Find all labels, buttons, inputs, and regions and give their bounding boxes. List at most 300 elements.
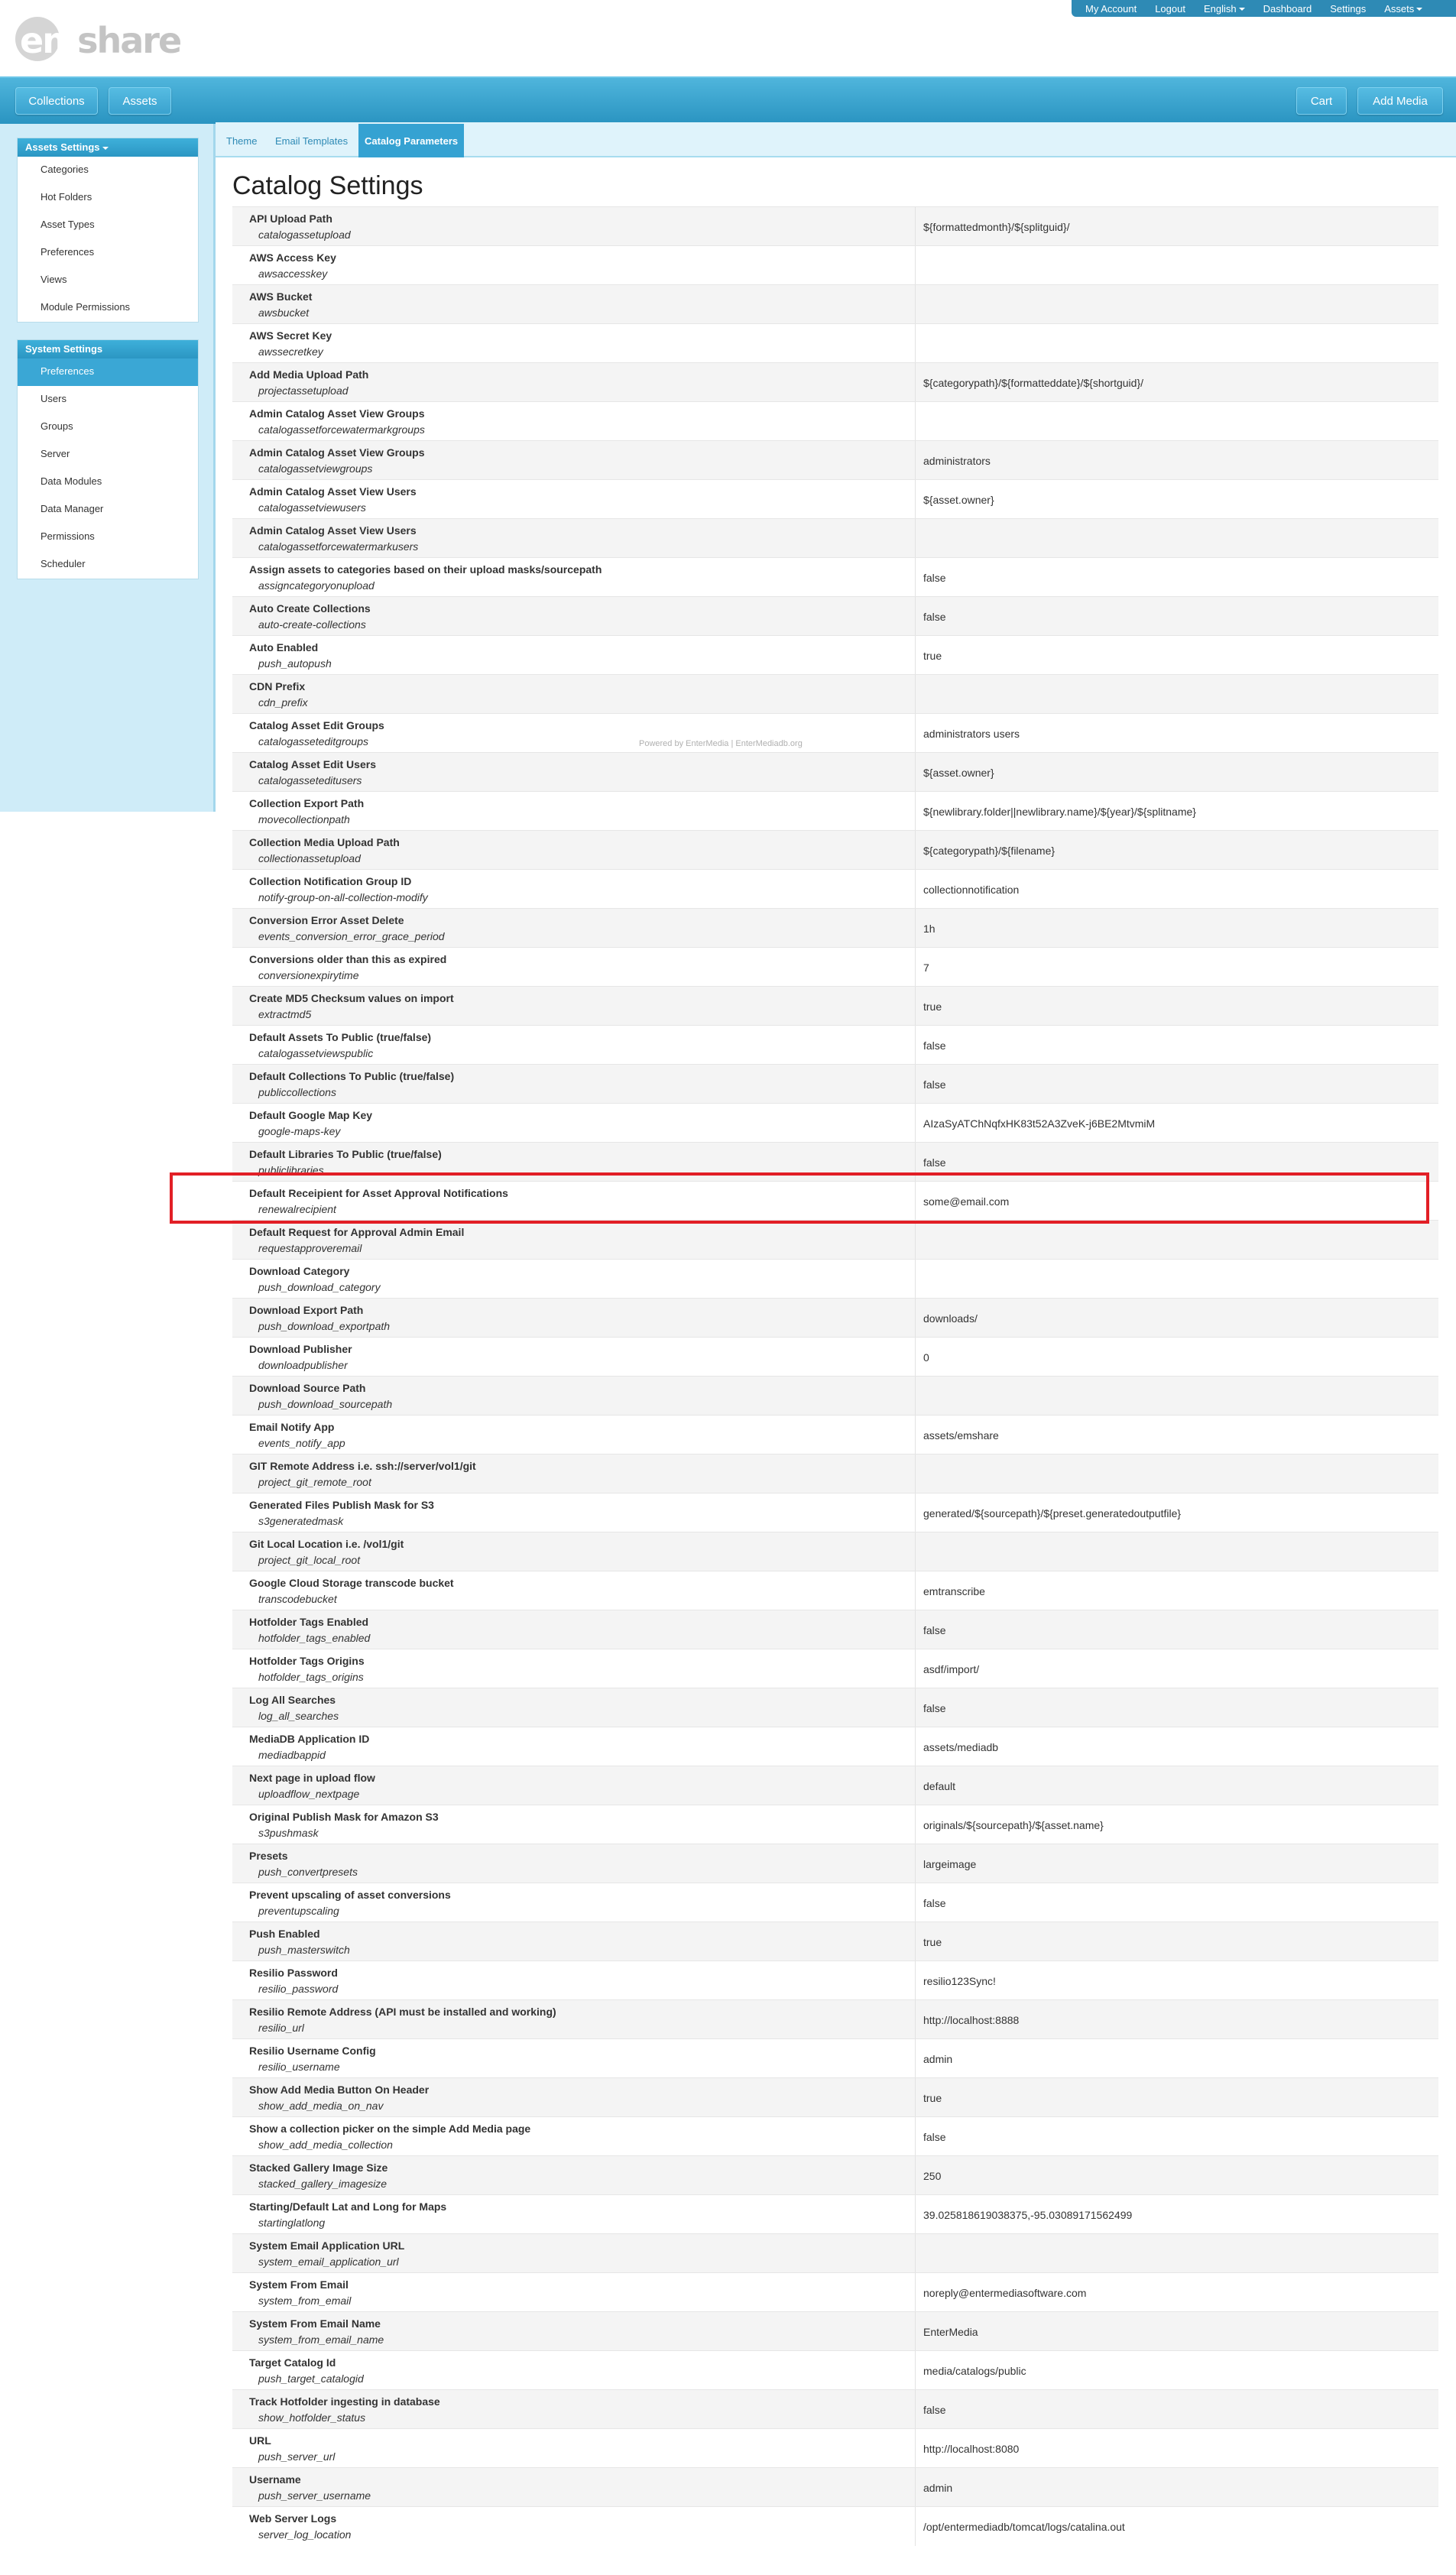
column-divider xyxy=(915,1221,916,1260)
setting-label: Track Hotfolder ingesting in database xyxy=(249,2395,440,2408)
column-divider xyxy=(915,441,916,480)
setting-label: System From Email xyxy=(249,2278,349,2291)
setting-value[interactable]: 250 xyxy=(923,2169,942,2182)
tab-catalog-parameters[interactable]: Catalog Parameters xyxy=(358,124,464,157)
setting-key: project_git_local_root xyxy=(258,1554,361,1566)
setting-row[interactable] xyxy=(232,1999,1438,2038)
powered-by-text: Powered by EnterMedia | EnterMediadb.org xyxy=(639,739,803,748)
setting-row[interactable] xyxy=(232,908,1438,947)
setting-row[interactable] xyxy=(232,284,1438,323)
setting-row[interactable] xyxy=(232,1064,1438,1103)
setting-value[interactable]: 0 xyxy=(923,1351,929,1364)
setting-label: Git Local Location i.e. /vol1/git xyxy=(249,1538,404,1550)
setting-label: Hotfolder Tags Enabled xyxy=(249,1616,369,1628)
setting-key: collectionassetupload xyxy=(258,852,361,864)
column-divider xyxy=(915,636,916,675)
setting-label: Presets xyxy=(249,1850,288,1862)
setting-key: push_download_sourcepath xyxy=(258,1398,393,1410)
setting-label: Default Libraries To Public (true/false) xyxy=(249,1148,442,1160)
assets-button[interactable]: Assets xyxy=(109,87,171,115)
setting-row[interactable] xyxy=(232,986,1438,1025)
setting-value[interactable]: emtranscribe xyxy=(923,1584,985,1597)
setting-label: Collection Media Upload Path xyxy=(249,836,400,848)
setting-key: project_git_remote_root xyxy=(258,1476,371,1488)
setting-key: notify-group-on-all-collection-modify xyxy=(258,891,428,903)
chevron-down-icon xyxy=(102,147,109,150)
setting-value[interactable]: false xyxy=(923,610,946,623)
setting-key: publiclibraries xyxy=(258,1164,324,1176)
assets-dropdown[interactable] xyxy=(1384,3,1422,15)
column-divider xyxy=(915,831,916,870)
setting-value[interactable]: assets/mediadb xyxy=(923,1740,999,1753)
sidebar-item-system-preferences[interactable]: Preferences xyxy=(18,358,198,386)
setting-key: push_server_url xyxy=(258,2450,336,2463)
column-divider xyxy=(915,1844,916,1883)
setting-value[interactable]: asdf/import/ xyxy=(923,1662,980,1675)
setting-row[interactable] xyxy=(232,791,1438,830)
setting-key: show_add_media_collection xyxy=(258,2139,393,2151)
setting-label: Generated Files Publish Mask for S3 xyxy=(249,1499,434,1511)
setting-key: push_server_username xyxy=(258,2489,371,2502)
setting-value[interactable]: true xyxy=(923,649,942,662)
setting-key: catalogassetviewusers xyxy=(258,501,366,514)
setting-label: Web Server Logs xyxy=(249,2512,337,2525)
setting-value[interactable]: media/catalogs/public xyxy=(923,2364,1026,2377)
setting-label: Stacked Gallery Image Size xyxy=(249,2162,388,2174)
sidebar-item-module-permissions[interactable]: Module Permissions xyxy=(41,301,131,313)
column-divider xyxy=(915,1299,916,1338)
column-divider xyxy=(915,597,916,636)
setting-label: Download Publisher xyxy=(249,1343,352,1355)
column-divider xyxy=(915,246,916,285)
sidebar-item-system-scheduler[interactable]: Scheduler xyxy=(41,558,86,569)
setting-key: catalogasseteditgroups xyxy=(258,735,368,748)
assets-settings-header[interactable] xyxy=(18,138,198,157)
setting-row[interactable] xyxy=(232,2428,1438,2467)
setting-key: requestapproveremail xyxy=(258,1242,362,1254)
column-divider xyxy=(915,948,916,987)
setting-value[interactable]: administrators users xyxy=(923,727,1020,740)
setting-row[interactable] xyxy=(232,2350,1438,2389)
column-divider xyxy=(915,1493,916,1532)
setting-key: movecollectionpath xyxy=(258,813,350,825)
setting-label: Conversions older than this as expired xyxy=(249,953,447,965)
setting-row[interactable] xyxy=(232,713,1438,752)
tab-email-templates[interactable]: Email Templates xyxy=(275,135,349,147)
column-divider xyxy=(915,1649,916,1688)
setting-key: extractmd5 xyxy=(258,1008,312,1020)
setting-key: s3pushmask xyxy=(258,1827,319,1839)
setting-value[interactable]: administrators xyxy=(923,454,991,467)
setting-value[interactable]: some@email.com xyxy=(923,1195,1010,1208)
setting-value[interactable]: admin xyxy=(923,2052,953,2065)
setting-value[interactable]: admin xyxy=(923,2481,953,2494)
setting-label: Download Source Path xyxy=(249,1382,366,1394)
setting-row[interactable] xyxy=(232,2077,1438,2116)
sidebar-item-system-data-modules[interactable]: Data Modules xyxy=(41,475,102,487)
column-divider xyxy=(915,2039,916,2078)
page-title: Catalog Settings xyxy=(232,171,423,200)
setting-label: Default Receipient for Asset Approval Notifications xyxy=(249,1187,508,1199)
column-divider xyxy=(915,1338,916,1377)
column-divider xyxy=(915,1688,916,1727)
setting-row[interactable] xyxy=(232,596,1438,635)
column-divider xyxy=(915,1766,916,1805)
settings-tabs xyxy=(216,122,1456,157)
setting-row[interactable] xyxy=(232,1805,1438,1844)
column-divider xyxy=(915,1377,916,1416)
column-divider xyxy=(915,480,916,519)
setting-key: assigncategoryonupload xyxy=(258,579,375,592)
setting-label: AWS Access Key xyxy=(249,251,336,264)
setting-value[interactable]: largeimage xyxy=(923,1857,977,1870)
setting-row[interactable] xyxy=(232,2038,1438,2077)
setting-key: resilio_url xyxy=(258,2022,304,2034)
setting-value[interactable]: false xyxy=(923,2403,946,2416)
setting-key: awsbucket xyxy=(258,306,310,319)
setting-label: Hotfolder Tags Origins xyxy=(249,1655,365,1667)
setting-value[interactable]: http://localhost:8080 xyxy=(923,2442,1020,2455)
sidebar-item-system-permissions[interactable]: Permissions xyxy=(41,530,95,542)
column-divider xyxy=(915,519,916,558)
setting-row[interactable] xyxy=(232,1025,1438,1064)
setting-value[interactable]: noreply@entermediasoftware.com xyxy=(923,2286,1087,2299)
column-divider xyxy=(915,1104,916,1143)
setting-row[interactable] xyxy=(232,1103,1438,1142)
setting-value[interactable]: false xyxy=(923,1623,946,1636)
setting-value[interactable]: true xyxy=(923,1000,942,1013)
setting-row[interactable] xyxy=(232,1883,1438,1922)
setting-key: awsaccesskey xyxy=(258,268,328,280)
setting-key: resilio_username xyxy=(258,2061,340,2073)
setting-label: Target Catalog Id xyxy=(249,2356,336,2369)
setting-row[interactable] xyxy=(232,1532,1438,1571)
column-divider xyxy=(915,1026,916,1065)
setting-row[interactable] xyxy=(232,752,1438,791)
setting-key: awssecretkey xyxy=(258,345,323,358)
column-divider xyxy=(915,2117,916,2156)
chevron-down-icon xyxy=(1416,8,1422,11)
column-divider xyxy=(915,909,916,948)
setting-value[interactable]: originals/${sourcepath}/${asset.name} xyxy=(923,1818,1104,1831)
setting-key: events_notify_app xyxy=(258,1437,345,1449)
setting-value[interactable]: true xyxy=(923,1935,942,1948)
column-divider xyxy=(915,2156,916,2195)
setting-label: Assign assets to categories based on their upload masks/sourcepath xyxy=(249,563,602,576)
setting-label: URL xyxy=(249,2434,271,2447)
setting-row[interactable] xyxy=(232,1649,1438,1688)
emshare-logo[interactable] xyxy=(15,15,181,61)
sidebar-item-system-groups[interactable]: Groups xyxy=(41,420,73,432)
setting-row[interactable] xyxy=(232,1337,1438,1376)
setting-key: push_download_exportpath xyxy=(258,1320,391,1332)
chevron-down-icon xyxy=(1239,8,1245,11)
setting-key: auto-create-collections xyxy=(258,618,366,631)
setting-value[interactable]: false xyxy=(923,1701,946,1714)
column-divider xyxy=(915,1182,916,1221)
setting-key: preventupscaling xyxy=(258,1905,339,1917)
assets-settings-title: Assets Settings xyxy=(25,141,100,153)
setting-label: Download Export Path xyxy=(249,1304,364,1316)
setting-row[interactable] xyxy=(232,440,1438,479)
setting-row[interactable] xyxy=(232,869,1438,908)
setting-row[interactable] xyxy=(232,245,1438,284)
setting-row[interactable] xyxy=(232,1493,1438,1532)
setting-key: hotfolder_tags_origins xyxy=(258,1671,364,1683)
add-media-button[interactable]: Add Media xyxy=(1357,87,1443,115)
setting-label: Collection Export Path xyxy=(249,797,365,809)
setting-row[interactable] xyxy=(232,1766,1438,1805)
column-divider xyxy=(915,1922,916,1961)
setting-label: Auto Enabled xyxy=(249,641,319,653)
cart-button[interactable]: Cart xyxy=(1296,87,1347,115)
setting-value[interactable]: ${categorypath}/${filename} xyxy=(923,844,1056,857)
setting-value[interactable]: ${categorypath}/${formatteddate}/${shortguid}/ xyxy=(923,376,1144,389)
my-account-link[interactable]: My Account xyxy=(1085,2,1137,15)
column-divider xyxy=(915,1610,916,1649)
collections-button[interactable]: Collections xyxy=(15,87,98,115)
setting-key: conversionexpirytime xyxy=(258,969,359,981)
settings-link[interactable]: Settings xyxy=(1330,2,1367,15)
setting-key: system_email_application_url xyxy=(258,2256,399,2268)
setting-row[interactable] xyxy=(232,1220,1438,1259)
column-divider xyxy=(915,402,916,441)
setting-label: API Upload Path xyxy=(249,212,332,225)
setting-row[interactable] xyxy=(232,2311,1438,2350)
setting-row[interactable] xyxy=(232,947,1438,986)
setting-label: Default Google Map Key xyxy=(249,1109,373,1121)
column-divider xyxy=(915,1260,916,1299)
setting-label: MediaDB Application ID xyxy=(249,1733,370,1745)
setting-row[interactable] xyxy=(232,1922,1438,1960)
setting-value[interactable]: false xyxy=(923,1156,946,1169)
setting-key: system_from_email_name xyxy=(258,2333,384,2346)
setting-row[interactable] xyxy=(232,557,1438,596)
setting-row[interactable] xyxy=(232,518,1438,557)
setting-value[interactable]: generated/${sourcepath}/${preset.generatedoutputfile} xyxy=(923,1506,1182,1519)
logo-em: em xyxy=(20,20,78,61)
setting-value[interactable]: false xyxy=(923,1896,946,1909)
setting-row[interactable] xyxy=(232,1454,1438,1493)
setting-value[interactable]: assets/emshare xyxy=(923,1429,999,1442)
setting-value[interactable]: downloads/ xyxy=(923,1312,978,1325)
setting-key: push_convertpresets xyxy=(258,1866,358,1878)
column-divider xyxy=(915,2234,916,2273)
setting-value[interactable]: AIzaSyATChNqfxHK83t52A3ZveK-j6BE2MtvmiM xyxy=(923,1117,1156,1130)
setting-row[interactable] xyxy=(232,1610,1438,1649)
setting-value[interactable]: EnterMedia xyxy=(923,2325,978,2338)
column-divider xyxy=(915,753,916,792)
setting-value[interactable]: ${asset.owner} xyxy=(923,766,994,779)
setting-value[interactable]: ${asset.owner} xyxy=(923,493,994,506)
setting-key: renewalrecipient xyxy=(258,1203,336,1215)
setting-key: uploadflow_nextpage xyxy=(258,1788,360,1800)
setting-value[interactable]: default xyxy=(923,1779,956,1792)
logout-link[interactable]: Logout xyxy=(1155,2,1185,15)
setting-label: Next page in upload flow xyxy=(249,1772,375,1784)
setting-key: push_autopush xyxy=(258,657,332,670)
setting-label: Default Assets To Public (true/false) xyxy=(249,1031,432,1043)
assets-label: Assets xyxy=(1384,2,1415,15)
setting-key: resilio_password xyxy=(258,1983,339,1995)
setting-key: show_hotfolder_status xyxy=(258,2411,366,2424)
column-divider xyxy=(915,2195,916,2234)
setting-key: hotfolder_tags_enabled xyxy=(258,1632,371,1644)
column-divider xyxy=(915,1571,916,1610)
main-toolbar xyxy=(0,76,1456,124)
setting-key: s3generatedmask xyxy=(258,1515,344,1527)
setting-key: downloadpublisher xyxy=(258,1359,348,1371)
tab-theme[interactable]: Theme xyxy=(226,135,258,147)
setting-row[interactable] xyxy=(232,1298,1438,1337)
setting-label: Resilio Username Config xyxy=(249,2045,376,2057)
column-divider xyxy=(915,1727,916,1766)
setting-value[interactable]: 7 xyxy=(923,961,929,974)
setting-label: Prevent upscaling of asset conversions xyxy=(249,1889,451,1901)
column-divider xyxy=(915,2507,916,2546)
setting-label: Default Request for Approval Admin Email xyxy=(249,1226,465,1238)
column-divider xyxy=(915,2351,916,2390)
setting-key: stacked_gallery_imagesize xyxy=(258,2178,388,2190)
column-divider xyxy=(915,2078,916,2117)
setting-row[interactable] xyxy=(232,206,1438,245)
setting-key: google-maps-key xyxy=(258,1125,341,1137)
setting-label: Admin Catalog Asset View Groups xyxy=(249,446,425,459)
setting-row[interactable] xyxy=(232,479,1438,518)
setting-row[interactable] xyxy=(232,1181,1438,1220)
column-divider xyxy=(915,2000,916,2039)
dashboard-link[interactable]: Dashboard xyxy=(1263,2,1312,15)
system-settings-panel xyxy=(17,339,199,579)
setting-label: Email Notify App xyxy=(249,1421,335,1433)
setting-label: Auto Create Collections xyxy=(249,602,371,615)
setting-row[interactable] xyxy=(232,1727,1438,1766)
setting-key: system_from_email xyxy=(258,2294,352,2307)
setting-row[interactable] xyxy=(232,635,1438,674)
setting-row[interactable] xyxy=(232,2233,1438,2272)
setting-row[interactable] xyxy=(232,1376,1438,1415)
setting-label: System Email Application URL xyxy=(249,2239,405,2252)
language-dropdown[interactable] xyxy=(1204,3,1245,15)
setting-row[interactable] xyxy=(232,2272,1438,2311)
setting-value[interactable]: false xyxy=(923,1039,946,1052)
setting-key: projectassetupload xyxy=(258,384,349,397)
setting-label: Admin Catalog Asset View Users xyxy=(249,524,417,537)
catalog-settings-table xyxy=(232,206,1438,2545)
assets-settings-panel xyxy=(17,138,199,323)
setting-key: publiccollections xyxy=(258,1086,336,1098)
setting-label: Resilio Password xyxy=(249,1967,338,1979)
setting-value[interactable]: resilio123Sync! xyxy=(923,1974,996,1987)
setting-row[interactable] xyxy=(232,1415,1438,1454)
column-divider xyxy=(915,792,916,831)
setting-value[interactable]: http://localhost:8888 xyxy=(923,2013,1020,2026)
sidebar-item-system-server[interactable]: Server xyxy=(41,448,70,459)
system-settings-header[interactable]: System Settings xyxy=(18,340,198,358)
setting-value[interactable]: ${formattedmonth}/${splitguid}/ xyxy=(923,220,1070,233)
setting-label: Show Add Media Button On Header xyxy=(249,2084,430,2096)
setting-key: transcodebucket xyxy=(258,1593,337,1605)
setting-key: catalogassetforcewatermarkusers xyxy=(258,540,419,553)
setting-label: Show a collection picker on the simple Add Media page xyxy=(249,2123,531,2135)
column-divider xyxy=(915,987,916,1026)
column-divider xyxy=(915,207,916,246)
column-divider xyxy=(915,1805,916,1844)
sidebar-item-hot-folders[interactable]: Hot Folders xyxy=(41,191,92,203)
setting-value[interactable]: false xyxy=(923,571,946,584)
sidebar-item-views[interactable]: Views xyxy=(41,274,67,285)
sidebar-item-system-users[interactable]: Users xyxy=(41,393,66,404)
column-divider xyxy=(915,2273,916,2312)
setting-label: Admin Catalog Asset View Groups xyxy=(249,407,425,420)
setting-value[interactable]: 39.025818619038375,-95.03089171562499 xyxy=(923,2208,1133,2221)
setting-value[interactable]: true xyxy=(923,2091,942,2104)
setting-value[interactable]: ${newlibrary.folder||newlibrary.name}/${year}/${splitname} xyxy=(923,805,1196,818)
setting-value[interactable]: /opt/entermediadb/tomcat/logs/catalina.out xyxy=(923,2520,1125,2533)
column-divider xyxy=(915,2429,916,2468)
setting-label: Push Enabled xyxy=(249,1928,320,1940)
setting-label: System From Email Name xyxy=(249,2317,381,2330)
settings-sidebar xyxy=(0,124,216,812)
column-divider xyxy=(915,675,916,714)
setting-label: Conversion Error Asset Delete xyxy=(249,914,404,926)
column-divider xyxy=(915,714,916,753)
setting-value[interactable]: false xyxy=(923,1078,946,1091)
setting-row[interactable] xyxy=(232,2194,1438,2233)
setting-row[interactable] xyxy=(232,2467,1438,2506)
column-divider xyxy=(915,363,916,402)
setting-row[interactable] xyxy=(232,2506,1438,2545)
setting-label: Create MD5 Checksum values on import xyxy=(249,992,454,1004)
setting-value[interactable]: false xyxy=(923,2130,946,2143)
setting-row[interactable] xyxy=(232,1259,1438,1298)
setting-row[interactable] xyxy=(232,830,1438,869)
column-divider xyxy=(915,2390,916,2429)
column-divider xyxy=(915,324,916,363)
column-divider xyxy=(915,1065,916,1104)
setting-key: log_all_searches xyxy=(258,1710,339,1722)
setting-key: cdn_prefix xyxy=(258,696,308,709)
setting-label: Resilio Remote Address (API must be installed and working) xyxy=(249,2006,556,2018)
setting-row[interactable] xyxy=(232,1960,1438,1999)
setting-row[interactable] xyxy=(232,1844,1438,1883)
setting-row[interactable] xyxy=(232,1688,1438,1727)
sidebar-item-system-data-manager[interactable]: Data Manager xyxy=(41,503,104,514)
setting-label: Collection Notification Group ID xyxy=(249,875,412,887)
setting-key: startinglatlong xyxy=(258,2217,326,2229)
sidebar-item-categories[interactable]: Categories xyxy=(41,164,89,175)
setting-row[interactable] xyxy=(232,2389,1438,2428)
setting-row[interactable] xyxy=(232,2155,1438,2194)
setting-value[interactable]: collectionnotification xyxy=(923,883,1020,896)
setting-row[interactable] xyxy=(232,1142,1438,1181)
setting-row[interactable] xyxy=(232,2116,1438,2155)
top-utility-nav xyxy=(1072,0,1456,17)
column-divider xyxy=(915,1961,916,2000)
setting-row[interactable] xyxy=(232,401,1438,440)
logo-share: share xyxy=(77,20,181,61)
sidebar-item-asset-types[interactable]: Asset Types xyxy=(41,219,95,230)
sidebar-item-preferences[interactable]: Preferences xyxy=(41,246,95,258)
setting-row[interactable] xyxy=(232,1571,1438,1610)
setting-row[interactable] xyxy=(232,674,1438,713)
setting-row[interactable] xyxy=(232,323,1438,362)
setting-row[interactable] xyxy=(232,362,1438,401)
setting-label: Default Collections To Public (true/false) xyxy=(249,1070,455,1082)
column-divider xyxy=(915,285,916,324)
setting-key: catalogasseteditusers xyxy=(258,774,362,786)
setting-value[interactable]: 1h xyxy=(923,922,936,935)
